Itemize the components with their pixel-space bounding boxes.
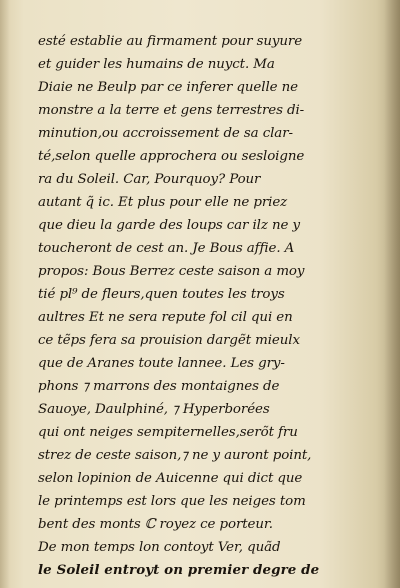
text-line: et guider les humains de nuyct. Ma <box>38 57 275 72</box>
text-line: ra du Soleil. Car, Pourquoy? Pour <box>38 172 261 187</box>
text-line: toucheront de cest an. Je Bous affie. A <box>38 241 295 256</box>
text-line: que dieu la garde des loups car ilz ne y <box>38 218 300 233</box>
text-line: que de Aranes toute lannee. Les gry- <box>38 356 285 371</box>
page-gutter-shadow <box>384 0 400 588</box>
text-line: qui ont neiges sempiternelles,serõt fru <box>38 425 298 440</box>
text-line: propos: Bous Berrez ceste saison a moy <box>38 264 305 279</box>
text-line: monstre a la terre et gens terrestres di- <box>38 103 305 118</box>
text-line: selon lopinion de Auicenne qui dict que <box>38 471 303 486</box>
text-line: Diaie ne Beulp par ce inferer quelle ne <box>38 80 298 95</box>
text-line: ce tẽps fera sa prouision dargẽt mieulx <box>38 333 300 348</box>
text-line: strez de ceste saison,⁊ ne y auront point, <box>38 448 312 463</box>
text-line: le Soleil entroyt on premier degre de <box>38 562 320 578</box>
text-line: bent des monts ℂ royez ce porteur. <box>38 517 273 532</box>
text-line: minution,ou accroissement de sa clar- <box>38 126 293 141</box>
text-block <box>38 30 354 582</box>
text-line: le printemps est lors que les neiges tom <box>38 494 306 509</box>
text-line: té,selon quelle approchera ou sesloigne <box>38 149 305 164</box>
text-line: De mon temps lon contoyt Ver, quãd <box>38 540 281 555</box>
text-line: aultres Et ne sera repute fol cil qui en <box>38 310 293 325</box>
text-line: esté establie au firmament pour suyure <box>38 34 303 49</box>
page-left-shadow <box>0 0 10 588</box>
text-line: Sauoye, Daulphiné, ⁊ Hyperborées <box>38 402 270 417</box>
text-line: autant q̃ ic. Et plus pour elle ne priez <box>38 195 288 210</box>
text-line: phons ⁊ marrons des montaignes de <box>38 379 280 394</box>
text-line: tié pl⁹ de fleurs,quen toutes les troys <box>38 287 285 302</box>
